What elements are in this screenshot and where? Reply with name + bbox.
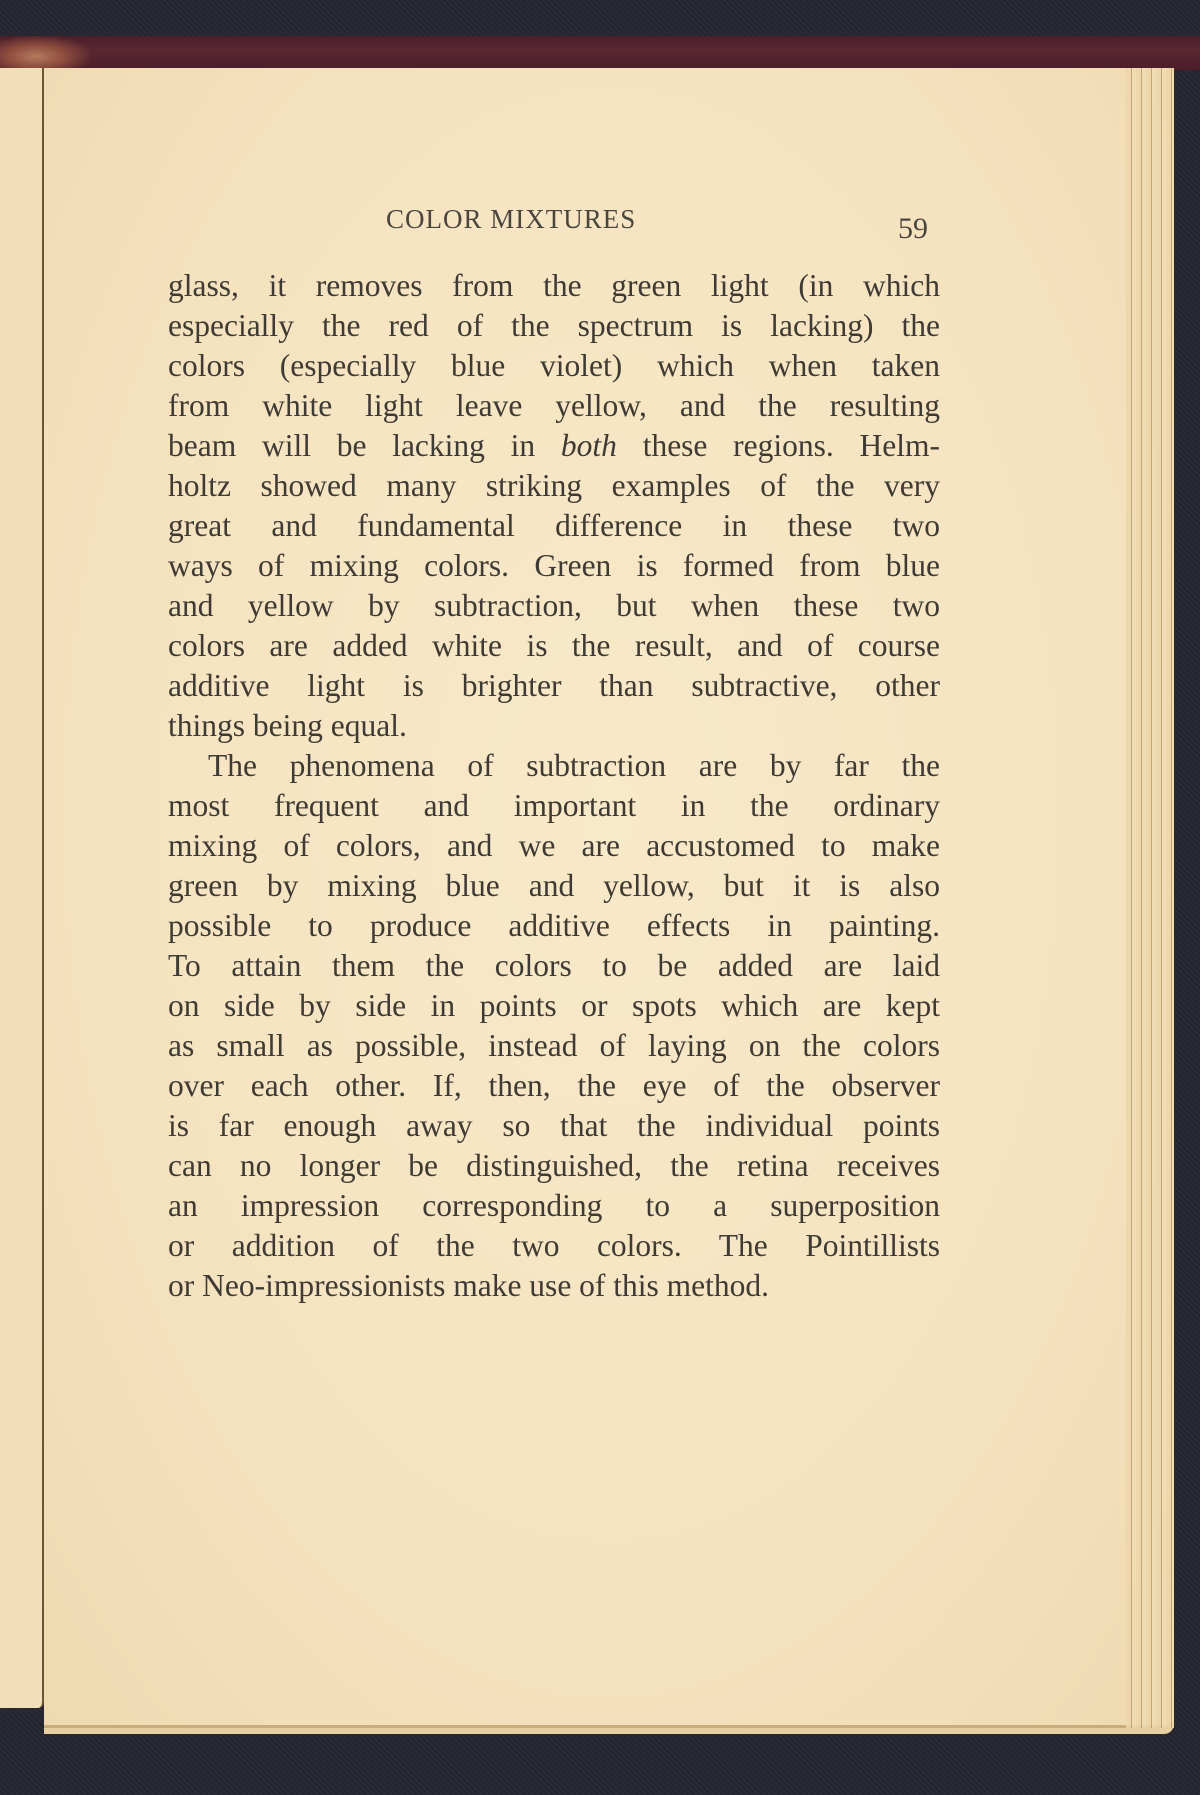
italic-emphasis: both bbox=[560, 428, 617, 463]
text-line: over each other. If, then, the eye of the observer bbox=[168, 1068, 940, 1103]
text-line: holtz showed many striking examples of the very bbox=[168, 468, 940, 503]
text-line bbox=[168, 426, 940, 466]
spine-wear-mark bbox=[0, 36, 90, 70]
text-line: ways of mixing colors. Green is formed from blue bbox=[168, 548, 940, 583]
text-line: and yellow by subtraction, but when these two bbox=[168, 588, 940, 623]
running-head bbox=[0, 204, 1200, 244]
text-line: green by mixing blue and yellow, but it is also bbox=[168, 868, 940, 903]
book-spine-binding bbox=[0, 36, 1200, 70]
text-line: additive light is brighter than subtractive, other bbox=[168, 668, 940, 703]
text-line: possible to produce additive effects in painting. bbox=[168, 908, 940, 943]
paragraph-2 bbox=[168, 746, 940, 1306]
text-line: is far enough away so that the individual points bbox=[168, 1108, 940, 1143]
page-number: 59 bbox=[898, 212, 928, 245]
text-line: from white light leave yellow, and the resulting bbox=[168, 388, 940, 423]
text-fragment: these regions. Helm- bbox=[616, 428, 940, 463]
chapter-title: COLOR MIXTURES bbox=[386, 204, 637, 234]
text-line: The phenomena of subtraction are by far the bbox=[208, 748, 940, 783]
text-line: things being equal. bbox=[168, 708, 407, 743]
text-line: great and fundamental difference in these two bbox=[168, 508, 940, 543]
text-line: on side by side in points or spots which are kept bbox=[168, 988, 940, 1023]
page-stack-edges bbox=[1126, 68, 1174, 1728]
text-line: colors (especially blue violet) which when taken bbox=[168, 348, 940, 383]
text-line: To attain them the colors to be added are laid bbox=[168, 948, 940, 983]
body-text bbox=[168, 266, 940, 1306]
text-line: as small as possible, instead of laying on the colors bbox=[168, 1028, 940, 1063]
paragraph-1 bbox=[168, 266, 940, 746]
text-line: can no longer be distinguished, the retina receives bbox=[168, 1148, 940, 1183]
text-line: or Neo-impressionists make use of this method. bbox=[168, 1268, 770, 1303]
text-line: colors are added white is the result, and of course bbox=[168, 628, 940, 663]
text-line: mixing of colors, and we are accustomed to make bbox=[168, 828, 940, 863]
text-line: or addition of the two colors. The Pointillists bbox=[168, 1228, 940, 1263]
text-line: most frequent and important in the ordinary bbox=[168, 788, 940, 823]
facing-page-edge bbox=[0, 68, 44, 1708]
text-line: glass, it removes from the green light (in which bbox=[168, 268, 940, 303]
text-fragment: beam will be lacking in bbox=[168, 428, 561, 463]
text-line: an impression corresponding to a superposition bbox=[168, 1188, 940, 1223]
text-line: especially the red of the spectrum is lacking) the bbox=[168, 308, 940, 343]
